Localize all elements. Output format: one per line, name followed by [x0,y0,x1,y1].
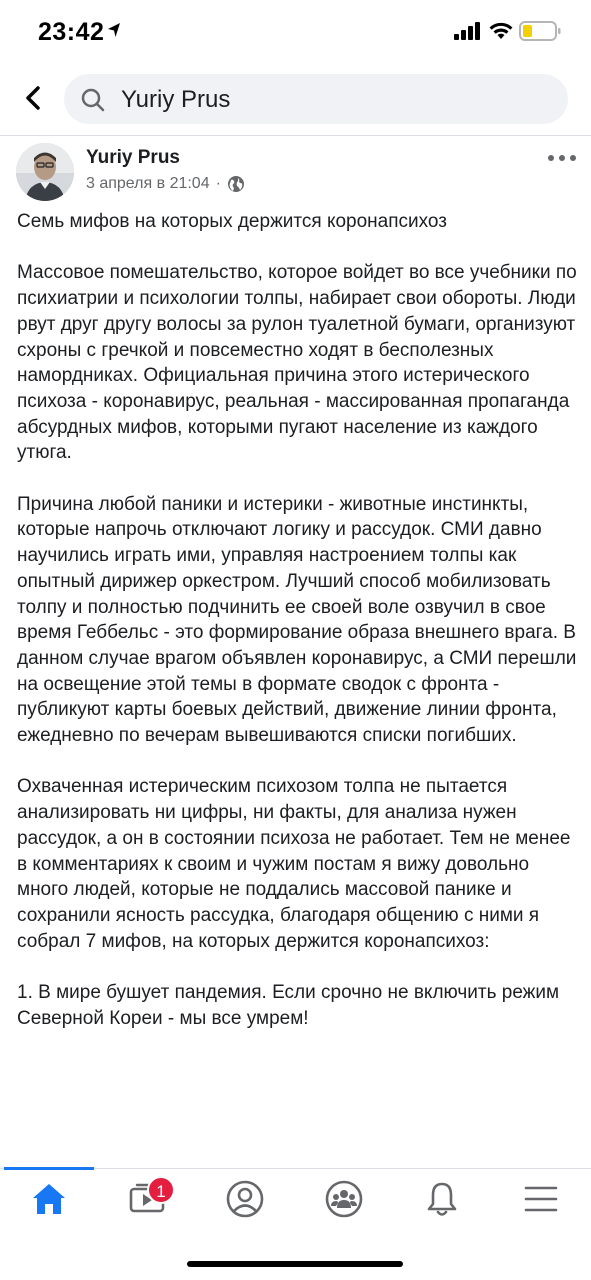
profile-icon [226,1180,264,1218]
search-icon [80,87,106,113]
tab-groups[interactable] [295,1169,393,1229]
post-date[interactable]: 3 апреля в 21:04 [86,175,210,192]
post-paragraph: Семь мифов на которых держится коронапсихоз [17,211,447,232]
watch-notification-badge: 1 [147,1176,175,1204]
avatar-photo [16,143,74,201]
tab-menu[interactable] [492,1169,590,1229]
more-options-icon[interactable] [546,148,578,168]
tab-profile[interactable] [196,1169,294,1229]
meta-separator: · [215,175,221,192]
post-paragraph: Охваченная истерическим психозом толпа не пытается анализировать ни цифры, ни факты, для анализа нужен рассудок, а он в состоянии психоза не работает. Тем не менее в комментариях к своим и чужим постам я вижу довольно много людей, которые не поддались массовой панике и сохранили ясность рассудка, благодаря общению с ними я собрал 7 мифов, на которых держится коронапсихоз: [17,776,571,952]
cellular-signal-icon [454,22,482,40]
status-bar [0,0,591,62]
home-indicator[interactable] [187,1261,403,1267]
avatar[interactable] [16,143,74,201]
battery-icon [519,21,561,41]
post-author[interactable]: Yuriy Prus [86,147,180,168]
post-text [17,209,582,1169]
tab-home[interactable] [0,1169,98,1229]
search-header [0,62,591,136]
search-input[interactable] [64,74,568,124]
post-paragraph: 1. В мире бушует пандемия. Если срочно не включить режим Северной Кореи - мы все умрем! [17,982,560,1029]
groups-icon [325,1180,363,1218]
tab-watch[interactable] [98,1169,196,1229]
post-meta [86,175,245,193]
bell-icon [425,1180,459,1218]
status-time: 23:42 [38,18,105,46]
menu-icon [524,1185,558,1213]
location-arrow-icon [107,22,121,38]
wifi-icon [488,20,514,40]
back-icon[interactable] [18,80,50,116]
search-query: Yuriy Prus [121,86,231,113]
post-paragraph: Массовое помешательство, которое войдет во все учебники по психиатрии и психологии толпы, набирает свои обороты. Люди рвут друг другу волосы за рулон туалетной бумаги, организуют схроны с гречкой и повсеместно ходят в бесполезных намордниках. Официальная причина этого истерического психоза - коронавирус, реальная - массированная пропаганда абсурдных мифов, которыми пугают население из каждого утюга. [17,262,577,464]
globe-icon [227,175,245,193]
tab-notifications[interactable] [393,1169,491,1229]
home-icon [31,1182,67,1216]
post-paragraph: Причина любой паники и истерики - животные инстинкты, которые напрочь отключают логику и рассудок. СМИ давно научились играть ими, управляя настроением толпы как опытный дирижер оркестром. Лучший способ мобилизовать толпу и полностью подчинить ее своей воле озвучил в свое время Геббельс - это формирование образа внешнего врага. В данном случае врагом объявлен коронавирус, а СМИ перешли на освещение этой темы в формате сводок с фронта - публикуют карты боевых действий, движение линии фронта, ежедневно по вечерам вывешиваются списки погибших. [17,493,577,747]
